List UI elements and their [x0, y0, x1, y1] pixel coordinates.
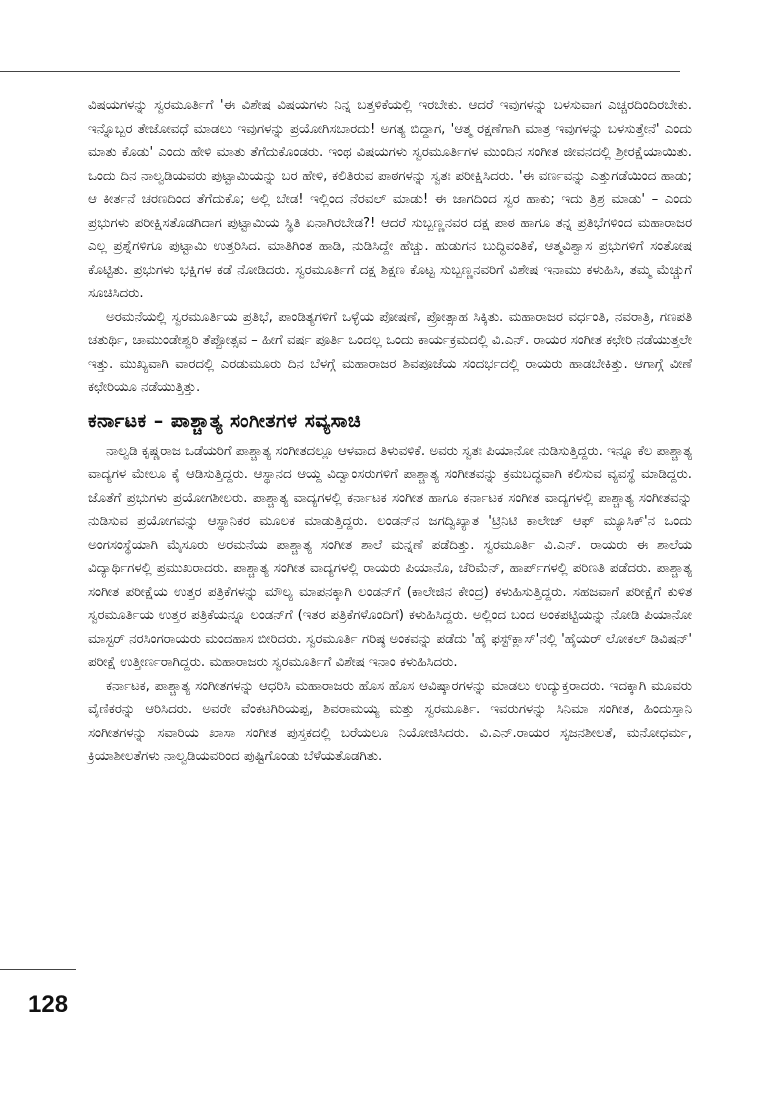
header-rule: [0, 71, 680, 72]
paragraph-3: ನಾಲ್ವಡಿ ಕೃಷ್ಣರಾಜ ಒಡೆಯರಿಗೆ ಪಾಶ್ಚಾತ್ಯ ಸಂಗೀತದಲ್ಲೂ ಆಳವಾದ ತಿಳುವಳಿಕೆ. ಅವರು ಸ್ವತಃ ಪಿಯಾನೋ ನುಡಿಸುತ್ತಿದ್ದರು. ಇನ್ನೂ ಕೆಲ ಪಾಶ್ಚಾತ್ಯ ವಾದ್ಯಗಳ ಮೇಲೂ ಕೈ ಆಡಿಸುತ್ತಿದ್ದರು. ಆಸ್ಥಾನದ ಆಯ್ದ ವಿದ್ವಾಂಸರುಗಳಿಗೆ ಪಾಶ್ಚಾತ್ಯ ಸಂಗೀತವನ್ನು ಕ್ರಮಬದ್ಧವಾಗಿ ಕಲಿಸುವ ವ್ಯವಸ್ಥೆ ಮಾಡಿದ್ದರು. ಜೊತೆಗೆ ಪ್ರಭುಗಳು ಪ್ರಯೋಗಶೀಲರು. ಪಾಶ್ಚಾತ್ಯ ವಾದ್ಯಗಳಲ್ಲಿ ಕರ್ನಾಟಕ ಸಂಗೀತ ಹಾಗೂ ಕರ್ನಾಟಕ ಸಂಗೀತ ವಾದ್ಯಗಳಲ್ಲಿ ಪಾಶ್ಚಾತ್ಯ ಸಂಗೀತವನ್ನು ನುಡಿಸುವ ಪ್ರಯೋಗವನ್ನು ಆಸ್ಥಾನಿಕರ ಮೂಲಕ ಮಾಡುತ್ತಿದ್ದರು. ಲಂಡನ್‌ನ ಜಗದ್ವಿಖ್ಯಾತ 'ಟ್ರಿನಿಟಿ ಕಾಲೇಜ್ ಆಫ್ ಮ್ಯೂಸಿಕ್'ನ ಒಂದು ಅಂಗಸಂಸ್ಥೆಯಾಗಿ ಮೈಸೂರು ಅರಮನೆಯ ಪಾಶ್ಚಾತ್ಯ ಸಂಗೀತ ಶಾಲೆ ಮನ್ನಣೆ ಪಡೆದಿತ್ತು. ಸ್ವರಮೂರ್ತಿ ವಿ.ಎನ್. ರಾಯರು ಈ ಶಾಲೆಯ ವಿದ್ಯಾರ್ಥಿಗಳಲ್ಲಿ ಪ್ರಮುಖರಾದರು. ಪಾಶ್ಚಾತ್ಯ ಸಂಗೀತ ವಾದ್ಯಗಳಲ್ಲಿ ರಾಯರು ಪಿಯಾನೊ, ಚೆರಿಮೆನ್, ಹಾರ್ಪ್‌ಗಳಲ್ಲಿ ಪರಿಣತಿ ಪಡೆದರು. ಪಾಶ್ಚಾತ್ಯ ಸಂಗೀತ ಪರೀಕ್ಷೆಯ ಉತ್ತರ ಪತ್ರಿಕೆಗಳನ್ನು ಮೌಲ್ಯ ಮಾಪನಕ್ಕಾಗಿ ಲಂಡನ್‌ಗೆ (ಕಾಲೇಜಿನ ಕೇಂದ್ರ) ಕಳುಹಿಸುತ್ತಿದ್ದರು. ಸಹಜವಾಗೆ ಪರೀಕ್ಷೆಗೆ ಕುಳಿತ ಸ್ವರಮೂರ್ತಿಯ ಉತ್ತರ ಪತ್ರಿಕೆಯನ್ನೂ ಲಂಡನ್‌ಗೆ (ಇತರ ಪತ್ರಿಕೆಗಳೊಂದಿಗೆ) ಕಳುಹಿಸಿದ್ದರು. ಅಲ್ಲಿಂದ ಬಂದ ಅಂಕಪಟ್ಟಿಯನ್ನು ನೋಡಿ ಪಿಯಾನೋ ಮಾಸ್ಟರ್ ನರಸಿಂಗರಾಯರು ಮಂದಹಾಸ ಬೀರಿದರು. ಸ್ವರಮೂರ್ತಿ ಗರಿಷ್ಠ ಅಂಕವನ್ನು ಪಡೆದು 'ಹೈ ಫಸ್ಟ್‌ಕ್ಲಾಸ್'ನಲ್ಲಿ 'ಹೈಯರ್ ಲೋಕಲ್ ಡಿವಿಷನ್' ಪರೀಕ್ಷೆ ಉತ್ತೀರ್ಣರಾಗಿದ್ದರು. ಮಹಾರಾಜರು ಸ್ವರಮೂರ್ತಿಗೆ ವಿಶೇಷ ಇನಾಂ ಕಳುಹಿಸಿದರು.: [88, 443, 692, 670]
page-body: [88, 94, 692, 769]
paragraph-1: ವಿಷಯಗಳನ್ನು ಸ್ವರಮೂರ್ತಿಗೆ 'ಈ ವಿಶೇಷ ವಿಷಯಗಳು ನಿನ್ನ ಬತ್ತಳಿಕೆಯಲ್ಲಿ ಇರಬೇಕು. ಆದರೆ ಇವುಗಳನ್ನು ಬಳಸುವಾಗ ಎಚ್ಚರದಿಂದಿರಬೇಕು. ಇನ್ನೊಬ್ಬರ ತೇಜೋವಧೆ ಮಾಡಲು ಇವುಗಳನ್ನು ಪ್ರಯೋಗಿಸಬಾರದು! ಅಗತ್ಯ ಬಿದ್ದಾಗ, 'ಆತ್ಮ ರಕ್ಷಣೆಗಾಗಿ ಮಾತ್ರ ಇವುಗಳನ್ನು ಬಳಸುತ್ತೇನೆ' ಎಂದು ಮಾತು ಕೊಡು' ಎಂದು ಹೇಳಿ ಮಾತು ತೆಗೆದುಕೊಂಡರು. ಇಂಥ ವಿಷಯಗಳು ಸ್ವರಮೂರ್ತಿಗಳ ಮುಂದಿನ ಸಂಗೀತ ಜೀವನದಲ್ಲಿ ಶ್ರೀರಕ್ಷೆಯಾಯಿತು. ಒಂದು ದಿನ ನಾಲ್ವಡಿಯವರು ಪುಟ್ಟಾಮಿಯನ್ನು ಬರ ಹೇಳಿ, ಕಲಿತಿರುವ ಪಾಠಗಳನ್ನು ಸ್ವತಃ ಪರೀಕ್ಷಿಸಿದರು. 'ಈ ವರ್ಣವನ್ನು ಎತ್ತುಗಡೆಯಿಂದ ಹಾಡು; ಆ ಕೀರ್ತನೆ ಚರಣದಿಂದ ತೆಗೆದುಕೊ; ಅಲ್ಲಿ ಬೇಡ! ಇಲ್ಲಿಂದ ನೆರವಲ್ ಮಾಡು! ಈ ಜಾಗದಿಂದ ಸ್ವರ ಹಾಕು; ಇದು ತ್ರಿಶ್ರ ಮಾಡು' – ಎಂದು ಪ್ರಭುಗಳು ಪರೀಕ್ಷಿಸತೊಡಗಿದಾಗ ಪುಟ್ಟಾಮಿಯ ಸ್ಥಿತಿ ಏನಾಗಿರಬೇಡ?! ಆದರೆ ಸುಬ್ಬಣ್ಣನವರ ದಕ್ಷ ಪಾಠ ಹಾಗೂ ತನ್ನ ಪ್ರತಿಭೆಗಳಿಂದ ಮಹಾರಾಜರ ಎಲ್ಲ ಪ್ರಶ್ನೆಗಳಿಗೂ ಪುಟ್ಟಾಮಿ ಉತ್ತರಿಸಿದ. ಮಾತಿಗಿಂತ ಹಾಡಿ, ನುಡಿಸಿದ್ದೇ ಹೆಚ್ಚು. ಹುಡುಗನ ಬುದ್ಧಿವಂತಿಕೆ, ಆತ್ಮವಿಶ್ವಾಸ ಪ್ರಭುಗಳಿಗೆ ಸಂತೋಷ ಕೊಟ್ಟಿತು. ಪ್ರಭುಗಳು ಭಕ್ಷಿಗಳ ಕಡೆ ನೋಡಿದರು. ಸ್ವರಮೂರ್ತಿಗೆ ದಕ್ಷ ಶಿಕ್ಷಣ ಕೊಟ್ಟ ಸುಬ್ಬಣ್ಣನವರಿಗೆ ವಿಶೇಷ ಇನಾಮು ಕಳುಹಿಸಿ, ತಮ್ಮ ಮೆಚ್ಚುಗೆ ಸೂಚಿಸಿದರು.: [88, 98, 692, 301]
footer-rule: [0, 969, 76, 970]
page-number: 128: [28, 991, 69, 1018]
paragraph-4: ಕರ್ನಾಟಕ, ಪಾಶ್ಚಾತ್ಯ ಸಂಗೀತಗಳನ್ನು ಆಧರಿಸಿ ಮಹಾರಾಜರು ಹೊಸ ಹೊಸ ಆವಿಷ್ಕಾರಗಳನ್ನು ಮಾಡಲು ಉದ್ಯುಕ್ತರಾದರು. ಇದಕ್ಕಾಗಿ ಮೂವರು ವೈಣಿಕರನ್ನು ಆರಿಸಿದರು. ಅವರೇ ವೆಂಕಟಗಿರಿಯಪ್ಪ, ಶಿವರಾಮಯ್ಯ ಮತ್ತು ಸ್ವರಮೂರ್ತಿ. ಇವರುಗಳನ್ನು ಸಿನಿಮಾ ಸಂಗೀತ, ಹಿಂದುಸ್ತಾನಿ ಸಂಗೀತಗಳನ್ನು ಸವಾರಿಯ ಖಾಸಾ ಸಂಗೀತ ಪುಸ್ತಕದಲ್ಲಿ ಬರೆಯಲೂ ನಿಯೋಜಿಸಿದರು. ವಿ.ಎನ್.ರಾಯರ ಸೃಜನಶೀಲತೆ, ಮನೋಧರ್ಮ, ಕ್ರಿಯಾಶೀಲತೆಗಳು ನಾಲ್ವಡಿಯವರಿಂದ ಪುಷ್ಟಿಗೊಂಡು ಬೆಳೆಯತೊಡಗಿತು.: [88, 678, 692, 764]
section-heading: ಕರ್ನಾಟಕ – ಪಾಶ್ಚಾತ್ಯ ಸಂಗೀತಗಳ ಸವ್ಯಸಾಚಿ: [88, 409, 362, 432]
paragraph-2: ಅರಮನೆಯಲ್ಲಿ ಸ್ವರಮೂರ್ತಿಯ ಪ್ರತಿಭೆ, ಪಾಂಡಿತ್ಯಗಳಿಗೆ ಒಳ್ಳೆಯ ಪೋಷಣೆ, ಪ್ರೋತ್ಸಾಹ ಸಿಕ್ಕಿತು. ಮಹಾರಾಜರ ವರ್ಧಂತಿ, ನವರಾತ್ರಿ, ಗಣಪತಿ ಚತುರ್ಥಿ, ಚಾಮುಂಡೇಶ್ವರಿ ತೆಪ್ಪೋತ್ಸವ – ಹೀಗೆ ವರ್ಷ ಪೂರ್ತಿ ಒಂದಲ್ಲ ಒಂದು ಕಾರ್ಯಕ್ರಮದಲ್ಲಿ ವಿ.ಎನ್. ರಾಯರ ಸಂಗೀತ ಕಛೇರಿ ನಡೆಯುತ್ತಲೇ ಇತ್ತು. ಮುಖ್ಯವಾಗಿ ವಾರದಲ್ಲಿ ಎರಡುಮೂರು ದಿನ ಬೆಳಗ್ಗೆ ಮಹಾರಾಜರ ಶಿವಪೂಜೆಯ ಸಂದರ್ಭದಲ್ಲಿ ರಾಯರು ಹಾಡಬೇಕಿತ್ತು. ಆಗಾಗ್ಗೆ ವೀಣೆ ಕಛೇರಿಯೂ ನಡೆಯುತ್ತಿತ್ತು.: [88, 309, 692, 395]
